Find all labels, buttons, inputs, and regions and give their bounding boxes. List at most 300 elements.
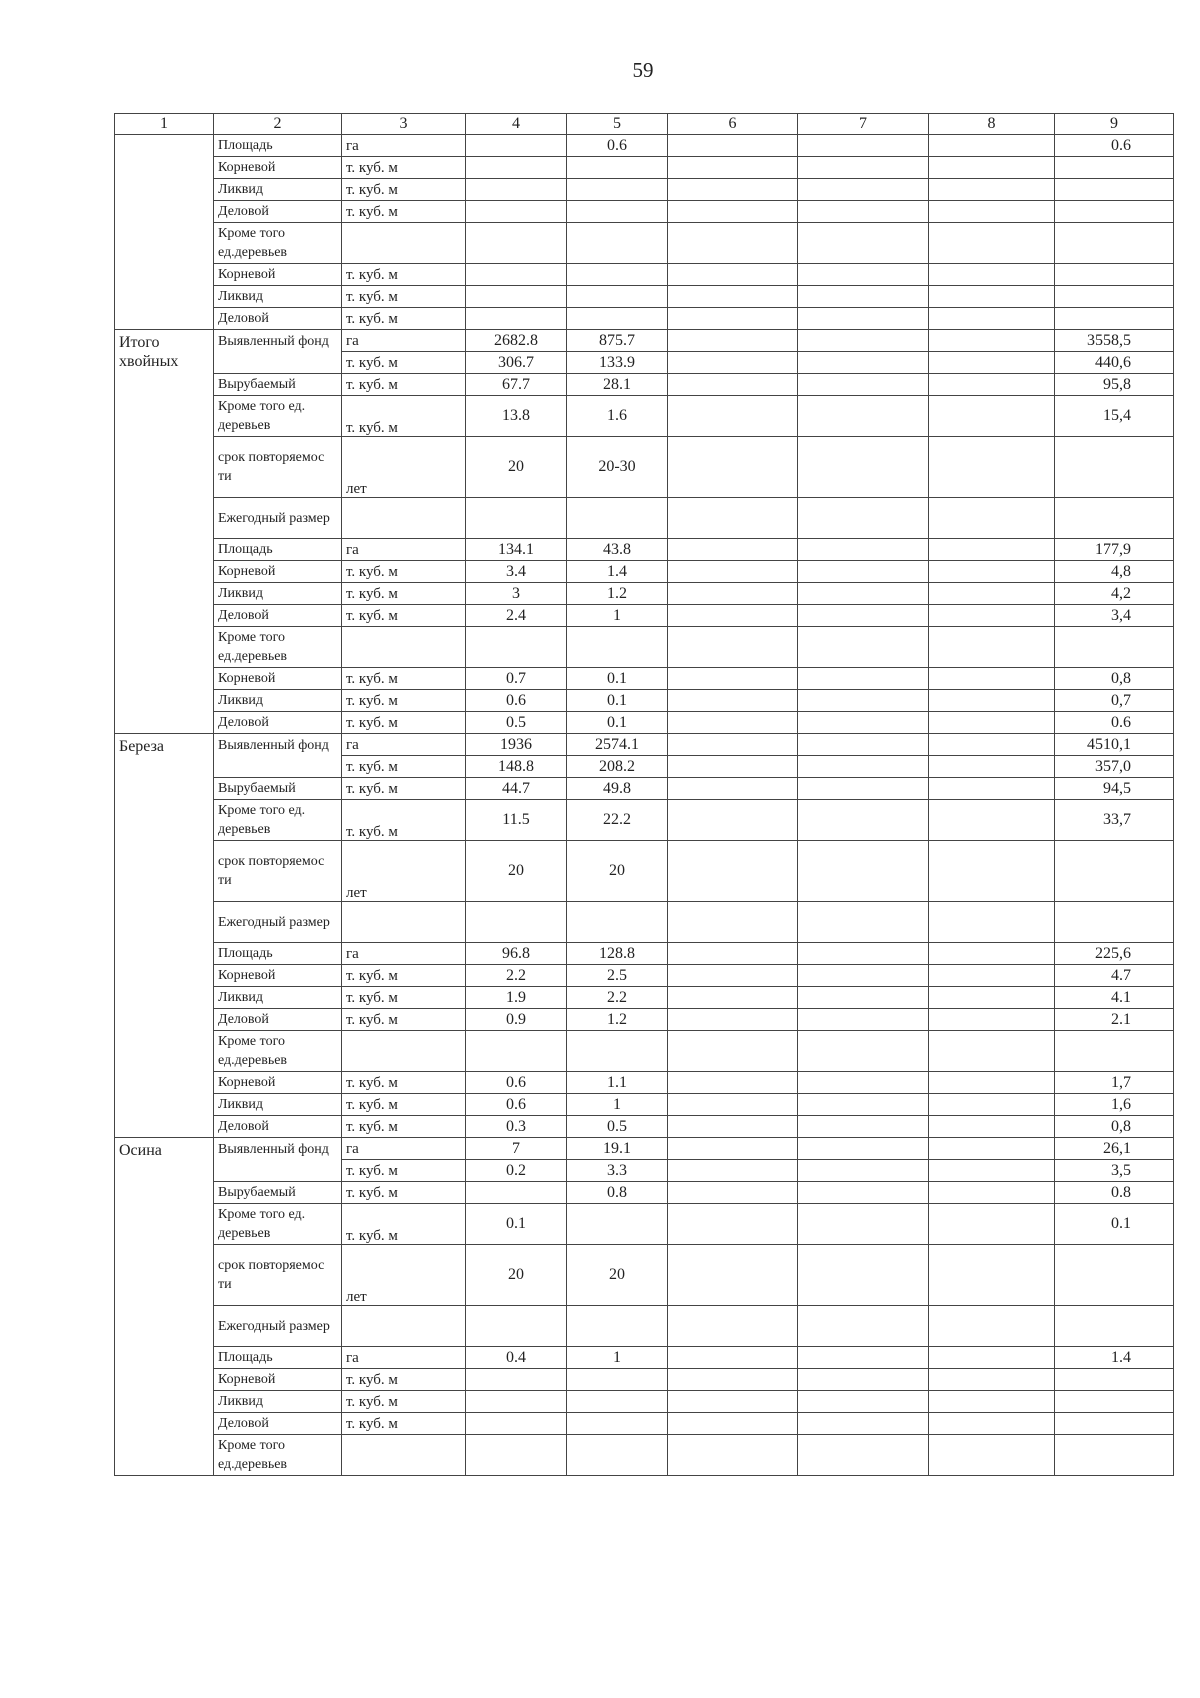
unit-cell: т. куб. м — [342, 800, 466, 841]
value-cell-col5: 1 — [567, 1347, 668, 1369]
table-row — [115, 396, 1174, 437]
value-cell-col7 — [798, 396, 929, 437]
value-cell-col8 — [929, 264, 1055, 286]
value-cell-col9: 4,8 — [1055, 561, 1174, 583]
table-row — [115, 965, 1174, 987]
value-cell-col4 — [466, 157, 567, 179]
indicator-label: Вырубаемый — [214, 778, 342, 800]
value-cell-col7 — [798, 902, 929, 943]
value-cell-col9: 0.8 — [1055, 1182, 1174, 1204]
value-cell-col9: 0,8 — [1055, 668, 1174, 690]
value-cell-col6 — [668, 1160, 798, 1182]
column-header-row — [115, 114, 1174, 135]
value-cell-col5 — [567, 157, 668, 179]
value-cell-col4: 0.6 — [466, 1094, 567, 1116]
value-cell-col8 — [929, 1160, 1055, 1182]
value-cell-col7 — [798, 1204, 929, 1245]
value-cell-col6 — [668, 1369, 798, 1391]
value-cell-col7 — [798, 498, 929, 539]
value-cell-col6 — [668, 1306, 798, 1347]
value-cell-col6 — [668, 330, 798, 352]
value-cell-col5 — [567, 1435, 668, 1476]
unit-cell: т. куб. м — [342, 778, 466, 800]
value-cell-col6 — [668, 135, 798, 157]
value-cell-col9: 94,5 — [1055, 778, 1174, 800]
value-cell-col9 — [1055, 157, 1174, 179]
value-cell-col8 — [929, 965, 1055, 987]
indicator-label: срок повторяемос ти — [214, 841, 342, 902]
column-header: 3 — [342, 114, 466, 135]
value-cell-col4 — [466, 902, 567, 943]
table-row — [115, 498, 1174, 539]
value-cell-col5: 3.3 — [567, 1160, 668, 1182]
value-cell-col9: 4,2 — [1055, 583, 1174, 605]
value-cell-col4 — [466, 179, 567, 201]
table-row — [115, 583, 1174, 605]
unit-cell: т. куб. м — [342, 1072, 466, 1094]
value-cell-col4: 44.7 — [466, 778, 567, 800]
value-cell-col7 — [798, 1391, 929, 1413]
unit-cell: т. куб. м — [342, 1369, 466, 1391]
value-cell-col9: 2.1 — [1055, 1009, 1174, 1031]
value-cell-col6 — [668, 396, 798, 437]
unit-cell: лет — [342, 841, 466, 902]
value-cell-col7 — [798, 987, 929, 1009]
value-cell-col5 — [567, 1369, 668, 1391]
value-cell-col5 — [567, 902, 668, 943]
value-cell-col9: 1,6 — [1055, 1094, 1174, 1116]
table-body — [115, 114, 1174, 1476]
value-cell-col8 — [929, 1116, 1055, 1138]
unit-cell: га — [342, 539, 466, 561]
value-cell-col9: 357,0 — [1055, 756, 1174, 778]
column-header: 2 — [214, 114, 342, 135]
value-cell-col5 — [567, 201, 668, 223]
value-cell-col6 — [668, 902, 798, 943]
value-cell-col5: 0.8 — [567, 1182, 668, 1204]
table-row — [115, 1369, 1174, 1391]
value-cell-col6 — [668, 201, 798, 223]
value-cell-col4 — [466, 223, 567, 264]
value-cell-col8 — [929, 1391, 1055, 1413]
value-cell-col4 — [466, 1391, 567, 1413]
indicator-label: Выявленный фонд — [214, 330, 342, 374]
value-cell-col9: 225,6 — [1055, 943, 1174, 965]
table-row — [115, 778, 1174, 800]
value-cell-col5 — [567, 1204, 668, 1245]
value-cell-col5: 0.6 — [567, 135, 668, 157]
value-cell-col8 — [929, 135, 1055, 157]
indicator-label: Ликвид — [214, 1391, 342, 1413]
indicator-label: Ликвид — [214, 286, 342, 308]
value-cell-col8 — [929, 308, 1055, 330]
unit-cell: лет — [342, 437, 466, 498]
indicator-label: Кроме того ед.деревьев — [214, 1435, 342, 1476]
indicator-label: Корневой — [214, 561, 342, 583]
unit-cell: га — [342, 135, 466, 157]
unit-cell: т. куб. м — [342, 1413, 466, 1435]
table-row — [115, 1306, 1174, 1347]
unit-cell: га — [342, 1347, 466, 1369]
value-cell-col6 — [668, 1347, 798, 1369]
unit-cell — [342, 902, 466, 943]
value-cell-col5: 1 — [567, 605, 668, 627]
value-cell-col7 — [798, 135, 929, 157]
value-cell-col8 — [929, 778, 1055, 800]
value-cell-col5 — [567, 627, 668, 668]
indicator-label: Корневой — [214, 668, 342, 690]
value-cell-col4: 0.9 — [466, 1009, 567, 1031]
value-cell-col4: 3 — [466, 583, 567, 605]
unit-cell — [342, 223, 466, 264]
value-cell-col9 — [1055, 437, 1174, 498]
value-cell-col6 — [668, 987, 798, 1009]
value-cell-col9: 0,7 — [1055, 690, 1174, 712]
value-cell-col8 — [929, 286, 1055, 308]
value-cell-col4 — [466, 1182, 567, 1204]
value-cell-col4 — [466, 1413, 567, 1435]
value-cell-col6 — [668, 1009, 798, 1031]
indicator-label: Ликвид — [214, 987, 342, 1009]
value-cell-col6 — [668, 1031, 798, 1072]
indicator-label: Деловой — [214, 1116, 342, 1138]
value-cell-col7 — [798, 627, 929, 668]
value-cell-col5: 0.5 — [567, 1116, 668, 1138]
value-cell-col5: 0.1 — [567, 712, 668, 734]
value-cell-col7 — [798, 437, 929, 498]
unit-cell: т. куб. м — [342, 583, 466, 605]
value-cell-col8 — [929, 902, 1055, 943]
indicator-label: Корневой — [214, 1072, 342, 1094]
value-cell-col8 — [929, 1245, 1055, 1306]
indicator-label: Площадь — [214, 1347, 342, 1369]
value-cell-col8 — [929, 374, 1055, 396]
value-cell-col7 — [798, 943, 929, 965]
unit-cell: т. куб. м — [342, 965, 466, 987]
species-group-label: Осина — [115, 1138, 214, 1476]
value-cell-col5 — [567, 264, 668, 286]
indicator-label: Ежегодный размер — [214, 1306, 342, 1347]
value-cell-col9 — [1055, 286, 1174, 308]
value-cell-col8 — [929, 1413, 1055, 1435]
indicator-label: Выявленный фонд — [214, 734, 342, 778]
value-cell-col8 — [929, 943, 1055, 965]
value-cell-col7 — [798, 179, 929, 201]
unit-cell: га — [342, 330, 466, 352]
value-cell-col8 — [929, 396, 1055, 437]
table-row — [115, 437, 1174, 498]
value-cell-col6 — [668, 179, 798, 201]
value-cell-col4: 2.4 — [466, 605, 567, 627]
value-cell-col6 — [668, 800, 798, 841]
value-cell-col8 — [929, 498, 1055, 539]
value-cell-col5 — [567, 498, 668, 539]
value-cell-col5 — [567, 1306, 668, 1347]
indicator-label: Деловой — [214, 201, 342, 223]
value-cell-col7 — [798, 201, 929, 223]
indicator-label: Деловой — [214, 308, 342, 330]
column-header: 8 — [929, 114, 1055, 135]
value-cell-col7 — [798, 1306, 929, 1347]
value-cell-col8 — [929, 1182, 1055, 1204]
value-cell-col7 — [798, 690, 929, 712]
value-cell-col8 — [929, 734, 1055, 756]
value-cell-col5: 1.2 — [567, 583, 668, 605]
value-cell-col8 — [929, 627, 1055, 668]
indicator-label: Деловой — [214, 1413, 342, 1435]
indicator-label: Ликвид — [214, 690, 342, 712]
value-cell-col5 — [567, 1391, 668, 1413]
value-cell-col9: 4.7 — [1055, 965, 1174, 987]
table-row — [115, 135, 1174, 157]
indicator-label: срок повторяемос ти — [214, 437, 342, 498]
indicator-label: Вырубаемый — [214, 1182, 342, 1204]
value-cell-col6 — [668, 712, 798, 734]
table-row — [115, 841, 1174, 902]
table-row — [115, 561, 1174, 583]
indicator-label: срок повторяемос ти — [214, 1245, 342, 1306]
value-cell-col6 — [668, 223, 798, 264]
value-cell-col7 — [798, 1245, 929, 1306]
unit-cell — [342, 627, 466, 668]
table-row — [115, 943, 1174, 965]
value-cell-col5: 1 — [567, 1094, 668, 1116]
unit-cell — [342, 1031, 466, 1072]
value-cell-col9 — [1055, 1435, 1174, 1476]
value-cell-col4 — [466, 308, 567, 330]
table-row — [115, 1347, 1174, 1369]
value-cell-col7 — [798, 330, 929, 352]
table-row — [115, 201, 1174, 223]
value-cell-col9: 0,8 — [1055, 1116, 1174, 1138]
value-cell-col6 — [668, 437, 798, 498]
unit-cell: т. куб. м — [342, 374, 466, 396]
forest-fund-table — [114, 113, 1174, 1476]
unit-cell: т. куб. м — [342, 286, 466, 308]
value-cell-col9 — [1055, 627, 1174, 668]
value-cell-col4: 0.6 — [466, 1072, 567, 1094]
value-cell-col7 — [798, 734, 929, 756]
value-cell-col5: 208.2 — [567, 756, 668, 778]
value-cell-col4: 0.1 — [466, 1204, 567, 1245]
value-cell-col6 — [668, 943, 798, 965]
value-cell-col9: 440,6 — [1055, 352, 1174, 374]
value-cell-col8 — [929, 223, 1055, 264]
value-cell-col4: 11.5 — [466, 800, 567, 841]
unit-cell: т. куб. м — [342, 987, 466, 1009]
indicator-label: Ликвид — [214, 1094, 342, 1116]
value-cell-col6 — [668, 374, 798, 396]
value-cell-col6 — [668, 1072, 798, 1094]
value-cell-col4: 7 — [466, 1138, 567, 1160]
unit-cell: т. куб. м — [342, 201, 466, 223]
unit-cell — [342, 1435, 466, 1476]
value-cell-col5 — [567, 179, 668, 201]
value-cell-col8 — [929, 1369, 1055, 1391]
value-cell-col6 — [668, 157, 798, 179]
value-cell-col4: 67.7 — [466, 374, 567, 396]
value-cell-col9 — [1055, 264, 1174, 286]
value-cell-col9: 177,9 — [1055, 539, 1174, 561]
unit-cell — [342, 498, 466, 539]
value-cell-col9: 0.6 — [1055, 712, 1174, 734]
value-cell-col7 — [798, 1347, 929, 1369]
value-cell-col8 — [929, 1138, 1055, 1160]
value-cell-col7 — [798, 1413, 929, 1435]
value-cell-col9 — [1055, 1306, 1174, 1347]
value-cell-col6 — [668, 498, 798, 539]
value-cell-col6 — [668, 286, 798, 308]
indicator-label: Кроме того ед.деревьев — [214, 223, 342, 264]
value-cell-col5: 28.1 — [567, 374, 668, 396]
value-cell-col5: 20 — [567, 1245, 668, 1306]
value-cell-col5 — [567, 286, 668, 308]
value-cell-col5: 1.4 — [567, 561, 668, 583]
value-cell-col4: 3.4 — [466, 561, 567, 583]
value-cell-col6 — [668, 841, 798, 902]
value-cell-col9: 3,5 — [1055, 1160, 1174, 1182]
value-cell-col6 — [668, 561, 798, 583]
indicator-label: Ликвид — [214, 179, 342, 201]
table-row — [115, 1094, 1174, 1116]
table-row — [115, 1009, 1174, 1031]
value-cell-col4 — [466, 201, 567, 223]
value-cell-col8 — [929, 841, 1055, 902]
value-cell-col5: 875.7 — [567, 330, 668, 352]
value-cell-col8 — [929, 712, 1055, 734]
table-row — [115, 539, 1174, 561]
value-cell-col7 — [798, 1031, 929, 1072]
value-cell-col4: 0.2 — [466, 1160, 567, 1182]
value-cell-col7 — [798, 583, 929, 605]
value-cell-col8 — [929, 437, 1055, 498]
value-cell-col4: 0.3 — [466, 1116, 567, 1138]
indicator-label: Выявленный фонд — [214, 1138, 342, 1182]
value-cell-col4 — [466, 1369, 567, 1391]
value-cell-col8 — [929, 690, 1055, 712]
unit-cell: т. куб. м — [342, 605, 466, 627]
value-cell-col9: 33,7 — [1055, 800, 1174, 841]
value-cell-col7 — [798, 539, 929, 561]
value-cell-col9 — [1055, 179, 1174, 201]
value-cell-col4: 20 — [466, 1245, 567, 1306]
value-cell-col6 — [668, 668, 798, 690]
value-cell-col5: 49.8 — [567, 778, 668, 800]
value-cell-col6 — [668, 539, 798, 561]
table-row — [115, 1245, 1174, 1306]
value-cell-col8 — [929, 668, 1055, 690]
value-cell-col4: 96.8 — [466, 943, 567, 965]
value-cell-col5 — [567, 223, 668, 264]
unit-cell: т. куб. м — [342, 157, 466, 179]
value-cell-col7 — [798, 1160, 929, 1182]
value-cell-col8 — [929, 179, 1055, 201]
value-cell-col4 — [466, 1435, 567, 1476]
unit-cell: т. куб. м — [342, 1160, 466, 1182]
unit-cell: т. куб. м — [342, 1204, 466, 1245]
indicator-label: Ежегодный размер — [214, 498, 342, 539]
indicator-label: Корневой — [214, 965, 342, 987]
value-cell-col8 — [929, 605, 1055, 627]
table-row — [115, 264, 1174, 286]
value-cell-col9: 1.4 — [1055, 1347, 1174, 1369]
value-cell-col9: 4.1 — [1055, 987, 1174, 1009]
value-cell-col5: 19.1 — [567, 1138, 668, 1160]
table-row — [115, 668, 1174, 690]
value-cell-col6 — [668, 778, 798, 800]
value-cell-col8 — [929, 539, 1055, 561]
indicator-label: Вырубаемый — [214, 374, 342, 396]
value-cell-col6 — [668, 308, 798, 330]
unit-cell: т. куб. м — [342, 179, 466, 201]
value-cell-col6 — [668, 1204, 798, 1245]
value-cell-col6 — [668, 1138, 798, 1160]
value-cell-col5: 20-30 — [567, 437, 668, 498]
unit-cell: га — [342, 1138, 466, 1160]
table-row — [115, 690, 1174, 712]
value-cell-col5: 2.5 — [567, 965, 668, 987]
value-cell-col8 — [929, 1094, 1055, 1116]
value-cell-col6 — [668, 352, 798, 374]
column-header: 1 — [115, 114, 214, 135]
indicator-label: Деловой — [214, 712, 342, 734]
value-cell-col4: 2682.8 — [466, 330, 567, 352]
value-cell-col4: 306.7 — [466, 352, 567, 374]
value-cell-col5: 43.8 — [567, 539, 668, 561]
column-header: 5 — [567, 114, 668, 135]
value-cell-col5: 1.2 — [567, 1009, 668, 1031]
value-cell-col7 — [798, 668, 929, 690]
value-cell-col8 — [929, 1435, 1055, 1476]
value-cell-col7 — [798, 1369, 929, 1391]
value-cell-col4 — [466, 264, 567, 286]
value-cell-col5: 2574.1 — [567, 734, 668, 756]
value-cell-col5: 1.6 — [567, 396, 668, 437]
indicator-label: Кроме того ед. деревьев — [214, 800, 342, 841]
indicator-label: Кроме того ед. деревьев — [214, 1204, 342, 1245]
indicator-label: Ежегодный размер — [214, 902, 342, 943]
value-cell-col9 — [1055, 1391, 1174, 1413]
unit-cell — [342, 1306, 466, 1347]
value-cell-col7 — [798, 965, 929, 987]
table-row — [115, 902, 1174, 943]
value-cell-col7 — [798, 374, 929, 396]
value-cell-col6 — [668, 627, 798, 668]
unit-cell: лет — [342, 1245, 466, 1306]
value-cell-col5: 20 — [567, 841, 668, 902]
indicator-label: Площадь — [214, 539, 342, 561]
table-row — [115, 330, 1174, 352]
table-row — [115, 1072, 1174, 1094]
value-cell-col6 — [668, 734, 798, 756]
value-cell-col8 — [929, 330, 1055, 352]
unit-cell: т. куб. м — [342, 1391, 466, 1413]
value-cell-col7 — [798, 286, 929, 308]
value-cell-col6 — [668, 605, 798, 627]
value-cell-col7 — [798, 712, 929, 734]
value-cell-col9: 3558,5 — [1055, 330, 1174, 352]
unit-cell: т. куб. м — [342, 308, 466, 330]
value-cell-col7 — [798, 157, 929, 179]
value-cell-col7 — [798, 756, 929, 778]
value-cell-col9: 95,8 — [1055, 374, 1174, 396]
unit-cell: т. куб. м — [342, 352, 466, 374]
table-row — [115, 308, 1174, 330]
value-cell-col5 — [567, 1413, 668, 1435]
value-cell-col4: 1.9 — [466, 987, 567, 1009]
species-group-label: Итого хвойных — [115, 330, 214, 734]
value-cell-col7 — [798, 800, 929, 841]
